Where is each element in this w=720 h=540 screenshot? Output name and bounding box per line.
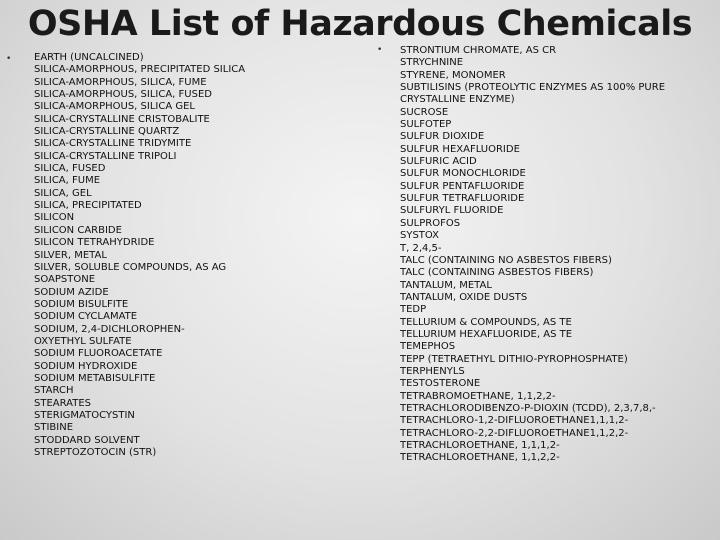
chemical-list-item: TERPHENYLS [400, 365, 465, 377]
chemical-list-item: STERIGMATOCYSTIN [34, 409, 135, 421]
chemical-list-item: SOAPSTONE [34, 274, 96, 286]
chemical-list-item: SILICA, FUSED [34, 163, 106, 175]
chemical-list-item: SODIUM AZIDE [34, 286, 109, 298]
chemical-list-item: SILICA-CRYSTALLINE TRIPOLI [34, 150, 177, 162]
chemical-list-item: SULFUR HEXAFLUORIDE [400, 143, 520, 155]
chemical-list-item: STYRENE, MONOMER [400, 69, 506, 81]
chemical-list-item: TETRACHLORO-1,2-DIFLUOROETHANE1,1,1,2- [400, 415, 629, 427]
chemical-list-item: SODIUM FLUOROACETATE [34, 348, 163, 360]
chemical-list-item: TEPP (TETRAETHYL DITHIO-PYROPHOSPHATE) [400, 353, 628, 365]
chemical-list-item: SULFUR TETRAFLUORIDE [400, 193, 525, 205]
chemical-list-item: TETRABROMOETHANE, 1,1,2,2- [400, 390, 556, 402]
bullet-right: • [377, 45, 383, 55]
chemical-list-item: T, 2,4,5- [400, 242, 442, 254]
chemical-list-item: SULFUR PENTAFLUORIDE [400, 180, 525, 192]
right-chemical-list [400, 45, 665, 465]
chemical-list-item: SYSTOX [400, 230, 439, 242]
chemical-list-item: SULFOTEP [400, 119, 452, 131]
chemical-list-item: TETRACHLOROETHANE, 1,1,2,2- [400, 452, 560, 464]
chemical-list-item: SULFURYL FLUORIDE [400, 205, 504, 217]
chemical-list-item: SODIUM, 2,4-DICHLOROPHEN- [34, 323, 185, 335]
chemical-list-item: SILICA-CRYSTALLINE QUARTZ [34, 126, 180, 138]
chemical-list-item: SILICA, PRECIPITATED [34, 200, 142, 212]
chemical-list-item: TETRACHLORO-2,2-DIFLUOROETHANE1,1,2,2- [400, 427, 629, 439]
chemical-list-item: STRYCHNINE [400, 57, 464, 69]
chemical-list-item: CRYSTALLINE ENZYME) [400, 94, 515, 106]
chemical-list-item: SULFUR DIOXIDE [400, 131, 485, 143]
chemical-list-item: STODDARD SOLVENT [34, 434, 140, 446]
chemical-list-item: TALC (CONTAINING NO ASBESTOS FIBERS) [400, 254, 612, 266]
chemical-list-item: TEMEPHOS [400, 341, 456, 353]
chemical-list-item: TETRACHLORODIBENZO-P-DIOXIN (TCDD), 2,3,7,8,- [400, 402, 656, 414]
chemical-list-item: EARTH (UNCALCINED) [34, 52, 144, 63]
chemical-list-item: SODIUM BISULFITE [34, 298, 129, 310]
chemical-list-item: SILICON TETRAHYDRIDE [34, 237, 155, 249]
chemical-list-item: TEDP [400, 304, 427, 316]
chemical-list-item: STRONTIUM CHROMATE, AS CR [400, 45, 557, 56]
chemical-list-item: SILICON CARBIDE [34, 224, 122, 236]
chemical-list-item: SULFURIC ACID [400, 156, 477, 168]
chemical-list-item: SILICA-AMORPHOUS, SILICA GEL [34, 101, 196, 113]
chemical-list-item: SILICA-AMORPHOUS, PRECIPITATED SILICA [34, 64, 246, 76]
chemical-list-item: STREPTOZOTOCIN (STR) [34, 447, 157, 458]
chemical-list-item: TANTALUM, OXIDE DUSTS [400, 291, 528, 303]
chemical-list-item: STIBINE [34, 422, 74, 434]
chemical-list-item: TALC (CONTAINING ASBESTOS FIBERS) [400, 267, 594, 279]
chemical-list-item: SILICA-AMORPHOUS, SILICA, FUSED [34, 89, 212, 101]
chemical-list-item: TELLURIUM & COMPOUNDS, AS TE [400, 316, 572, 328]
chemical-list-item: SULFUR MONOCHLORIDE [400, 168, 526, 180]
chemical-list-item: SUCROSE [400, 106, 449, 118]
chemical-list-item: SILICA-CRYSTALLINE CRISTOBALITE [34, 113, 210, 125]
bullet-left: • [6, 54, 12, 64]
slide-title: OSHA List of Hazardous Chemicals [27, 4, 693, 44]
chemical-list-item: SILVER, METAL [34, 249, 107, 261]
chemical-list-item: SILICA-AMORPHOUS, SILICA, FUME [34, 76, 207, 88]
chemical-list-item: SILICA, GEL [34, 187, 92, 199]
left-chemical-list [34, 52, 245, 459]
chemical-list-item: SUBTILISINS (PROTEOLYTIC ENZYMES AS 100% PURE [400, 82, 666, 94]
chemical-list-item: SODIUM HYDROXIDE [34, 360, 138, 372]
chemical-list-item: SILVER, SOLUBLE COMPOUNDS, AS AG [34, 261, 227, 273]
chemical-list-item: SODIUM METABISULFITE [34, 372, 156, 384]
chemical-list-item: TESTOSTERONE [400, 378, 481, 390]
chemical-list-item: STEARATES [34, 397, 91, 409]
chemical-list-item: SILICA, FUME [34, 175, 101, 187]
chemical-list-item: STARCH [34, 385, 74, 397]
chemical-list-item: SILICA-CRYSTALLINE TRIDYMITE [34, 138, 192, 150]
chemical-list-item: TELLURIUM HEXAFLUORIDE, AS TE [400, 328, 573, 340]
chemical-list-item: SODIUM CYCLAMATE [34, 311, 138, 323]
chemical-list-item: OXYETHYL SULFATE [34, 335, 132, 347]
chemical-list-item: SILICON [34, 212, 75, 224]
chemical-list-item: TANTALUM, METAL [400, 279, 492, 291]
chemical-list-item: SULPROFOS [400, 217, 461, 229]
chemical-list-item: TETRACHLOROETHANE, 1,1,1,2- [400, 440, 560, 451]
